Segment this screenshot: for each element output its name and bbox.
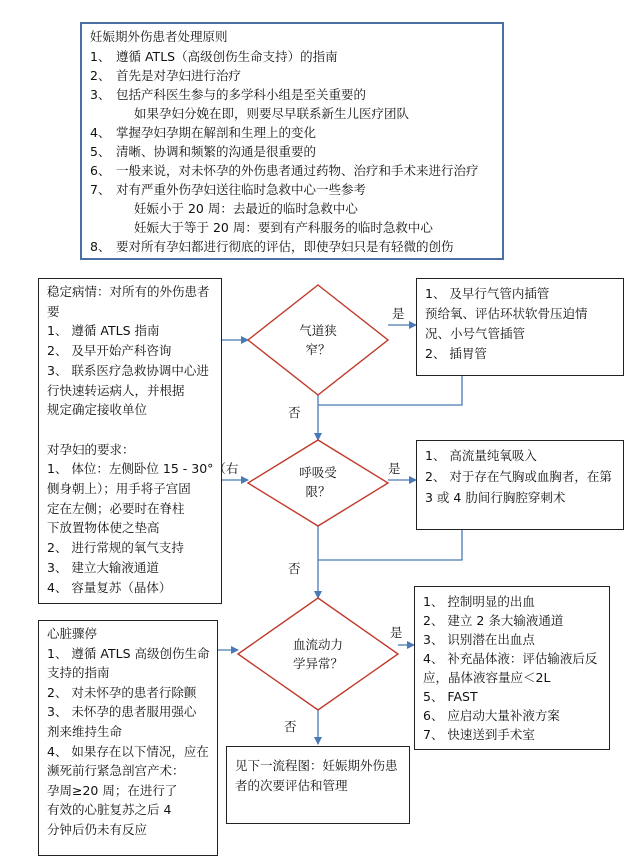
principle-item (90, 181, 502, 199)
next-flowchart-line: 见下一流程图：妊娠期外伤患 (235, 758, 398, 773)
decision-airway-line-2: 窄？ (305, 342, 331, 357)
circulation-action-line: 7、 快速送到手术室 (423, 727, 535, 742)
stabilize-line: 4、 容量复苏（晶体） (47, 579, 172, 595)
principle-item (90, 143, 502, 161)
circulation-action-line: 2、 建立 2 条大输液通道 (423, 613, 564, 628)
breathing-yes-label: 是 (388, 461, 401, 476)
stabilize-line: 规定确定接收单位 (47, 402, 148, 418)
decision-circulation-text (258, 635, 378, 673)
decision-breathing-line-2: 限？ (305, 484, 331, 499)
breathing-actions-box (416, 440, 624, 530)
decision-circulation-line-1: 血流动力 (292, 637, 343, 652)
principle-text: 妊娠小于 20 周：去最近的临时急救中心 (134, 201, 358, 216)
principle-text: 包括产科医生参与的多学科小组是至关重要的 (116, 87, 367, 102)
principle-item (90, 86, 502, 104)
next-flowchart-line: 者的次要评估和管理 (235, 778, 348, 793)
circulation-yes-label: 是 (390, 625, 403, 640)
circulation-action-line: 5、 FAST (423, 689, 478, 704)
principle-number: 6、 (90, 163, 111, 178)
decision-airway-text (268, 321, 368, 359)
principle-number: 5、 (90, 144, 111, 159)
breathing-action-line: 1、 高流量纯氧吸入 (425, 448, 537, 463)
cardiac-arrest-box (38, 620, 218, 856)
principle-item (90, 48, 502, 66)
stabilize-line: 稳定病情：对所有的外伤患者 (47, 284, 210, 299)
principle-number: 7、 (90, 182, 111, 197)
principle-text: 首先是对孕妇进行治疗 (116, 68, 242, 83)
cardiac-line: 支持的指南 (47, 665, 110, 681)
stabilize-line: 定在左侧；必要时在脊柱 (47, 500, 185, 516)
airway-action-line: 1、 及早行气管内插管 (425, 286, 550, 301)
breathing-action-line: 2、 对于存在气胸或血胸者，在第 (425, 469, 612, 484)
breathing-action-line: 3 或 4 肋间行胸腔穿刺术 (425, 490, 566, 505)
stabilize-line: 侧身朝上）；用手将子宫固 (47, 481, 191, 496)
airway-action-line: 2、 插胃管 (425, 346, 487, 361)
circulation-action-line: 应，晶体液容量应＜2L (423, 670, 551, 685)
principle-item (90, 238, 502, 256)
principle-text: 如果孕妇分娩在即，则要尽早联系新生儿医疗团队 (134, 106, 410, 121)
circulation-action-line: 3、 识别潜在出血点 (423, 632, 535, 647)
decision-airway-line-1: 气道狭 (299, 323, 337, 338)
cardiac-line: 剂来维持生命 (47, 724, 123, 739)
airway-yes-label: 是 (392, 306, 405, 321)
decision-breathing-line-1: 呼吸受 (299, 465, 337, 480)
principle-text: 遵循 ATLS（高级创伤生命支持）的指南 (116, 49, 338, 64)
principle-item (90, 105, 502, 123)
cardiac-line: 濒死前行紧急剖宫产术： (47, 763, 185, 779)
cardiac-line: 心脏骤停 (47, 626, 98, 641)
stabilize-line: 下放置物体使之垫高 (47, 520, 160, 536)
cardiac-line: 分钟后仍未有反应 (47, 822, 148, 837)
circulation-action-line: 1、 控制明显的出血 (423, 594, 535, 609)
principle-item (90, 200, 502, 218)
circulation-actions-box (414, 586, 610, 750)
principle-number: 3、 (90, 87, 111, 102)
connector-breathing-actions-return (318, 530, 462, 560)
principle-text: 一般来说，对未怀孕的外伤患者通过药物、治疗和手术来进行治疗 (116, 163, 479, 178)
principle-item (90, 219, 502, 237)
cardiac-line: 1、 遵循 ATLS 高级创伤生命 (47, 645, 210, 661)
principle-text: 对有严重外伤孕妇送往临时急救中心一些参考 (116, 182, 367, 197)
principle-item (90, 124, 502, 142)
cardiac-line: 孕周≥20 周；在进行了 (47, 782, 178, 798)
principles-box (80, 22, 504, 260)
principle-item (90, 67, 502, 85)
stabilize-box (38, 278, 239, 604)
stabilize-line: 1、 体位：左侧卧位 15 - 30°（右 (47, 461, 239, 477)
cardiac-line: 有效的心脏复苏之后 4 (47, 802, 172, 818)
stabilize-line: 行快速转运病人，并根据 (47, 382, 185, 398)
principle-number: 2、 (90, 68, 111, 83)
principles-title: 妊娠期外伤患者处理原则 (90, 29, 228, 44)
stabilize-line: 2、 及早开始产科咨询 (47, 343, 172, 359)
stabilize-line: 要 (47, 303, 60, 319)
principle-item (90, 162, 502, 180)
circulation-action-line: 6、 应启动大量补液方案 (423, 708, 560, 723)
cardiac-line: 2、 对未怀孕的患者行除颤 (47, 684, 197, 700)
cardiac-line: 3、 未怀孕的患者服用强心 (47, 704, 197, 720)
principle-text: 掌握孕妇孕期在解剖和生理上的变化 (116, 125, 317, 140)
stabilize-line: 1、 遵循 ATLS 指南 (47, 323, 160, 339)
airway-action-line: 预给氧、评估环状软骨压迫情 (425, 306, 588, 321)
principle-text: 清晰、协调和频繁的沟通是很重要的 (116, 144, 317, 159)
decision-circulation-line-2: 学异常？ (292, 656, 343, 671)
cardiac-line: 4、 如果存在以下情况，应在 (47, 743, 209, 759)
airway-actions-box (416, 278, 624, 376)
principle-text: 要对所有孕妇都进行彻底的评估，即使孕妇只是有轻微的创伤 (116, 239, 454, 254)
circulation-action-line: 4、 补充晶体液：评估输液后反 (423, 651, 598, 666)
decision-breathing-text (268, 463, 368, 501)
next-flowchart-box (226, 746, 410, 824)
airway-action-line: 况、小号气管插管 (425, 326, 526, 341)
stabilize-line: 对孕妇的要求： (47, 441, 135, 457)
stabilize-line: 3、 联系医疗急救协调中心进 (47, 362, 209, 378)
airway-no-label: 否 (288, 405, 301, 420)
principle-text: 妊娠大于等于 20 周：要到有产科服务的临时急救中心 (134, 220, 433, 235)
connector-airway-actions-return (318, 375, 462, 405)
stabilize-line: 2、 进行常规的氧气支持 (47, 540, 184, 556)
principle-number: 8、 (90, 239, 111, 254)
breathing-no-label: 否 (288, 561, 301, 576)
principle-number: 1、 (90, 49, 111, 64)
principle-number: 4、 (90, 125, 111, 140)
circulation-no-label: 否 (284, 719, 297, 734)
stabilize-line: 3、 建立大输液通道 (47, 559, 159, 575)
